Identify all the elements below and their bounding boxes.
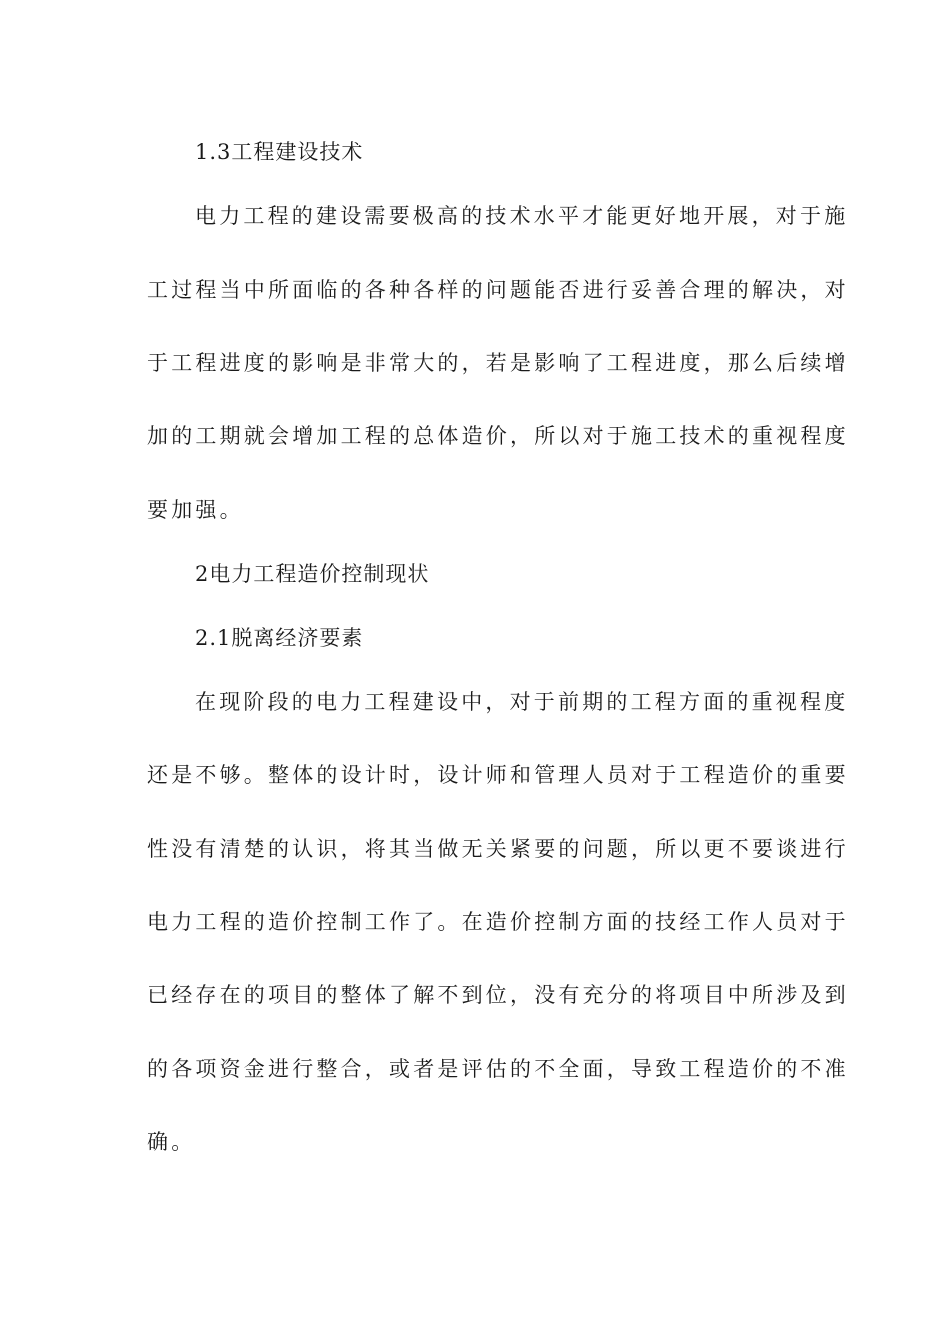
section-heading-2: 2电力工程造价控制现状 bbox=[195, 562, 430, 586]
paragraph-line: 加的工期就会增加工程的总体造价，所以对于施工技术的重视程度 bbox=[147, 424, 849, 448]
paragraph-line: 电力工程的造价控制工作了。在造价控制方面的技经工作人员对于 bbox=[147, 910, 849, 934]
paragraph-line: 要加强。 bbox=[147, 498, 244, 522]
paragraph-line: 性没有清楚的认识，将其当做无关紧要的问题，所以更不要谈进行 bbox=[147, 837, 849, 861]
paragraph-line: 确。 bbox=[147, 1130, 196, 1154]
paragraph-line: 工过程当中所面临的各种各样的问题能否进行妥善合理的解决，对 bbox=[147, 278, 849, 302]
paragraph-line: 在现阶段的电力工程建设中，对于前期的工程方面的重视程度 bbox=[195, 690, 849, 714]
paragraph-line: 还是不够。整体的设计时，设计师和管理人员对于工程造价的重要 bbox=[147, 763, 849, 787]
paragraph-line: 电力工程的建设需要极高的技术水平才能更好地开展，对于施 bbox=[195, 204, 849, 228]
paragraph-line: 已经存在的项目的整体了解不到位，没有充分的将项目中所涉及到 bbox=[147, 983, 849, 1007]
section-heading-1-3: 1.3工程建设技术 bbox=[195, 140, 364, 164]
paragraph-line: 于工程进度的影响是非常大的，若是影响了工程进度，那么后续增 bbox=[147, 351, 849, 375]
section-heading-2-1: 2.1脱离经济要素 bbox=[195, 626, 364, 650]
paragraph-line: 的各项资金进行整合，或者是评估的不全面，导致工程造价的不准 bbox=[147, 1057, 849, 1081]
